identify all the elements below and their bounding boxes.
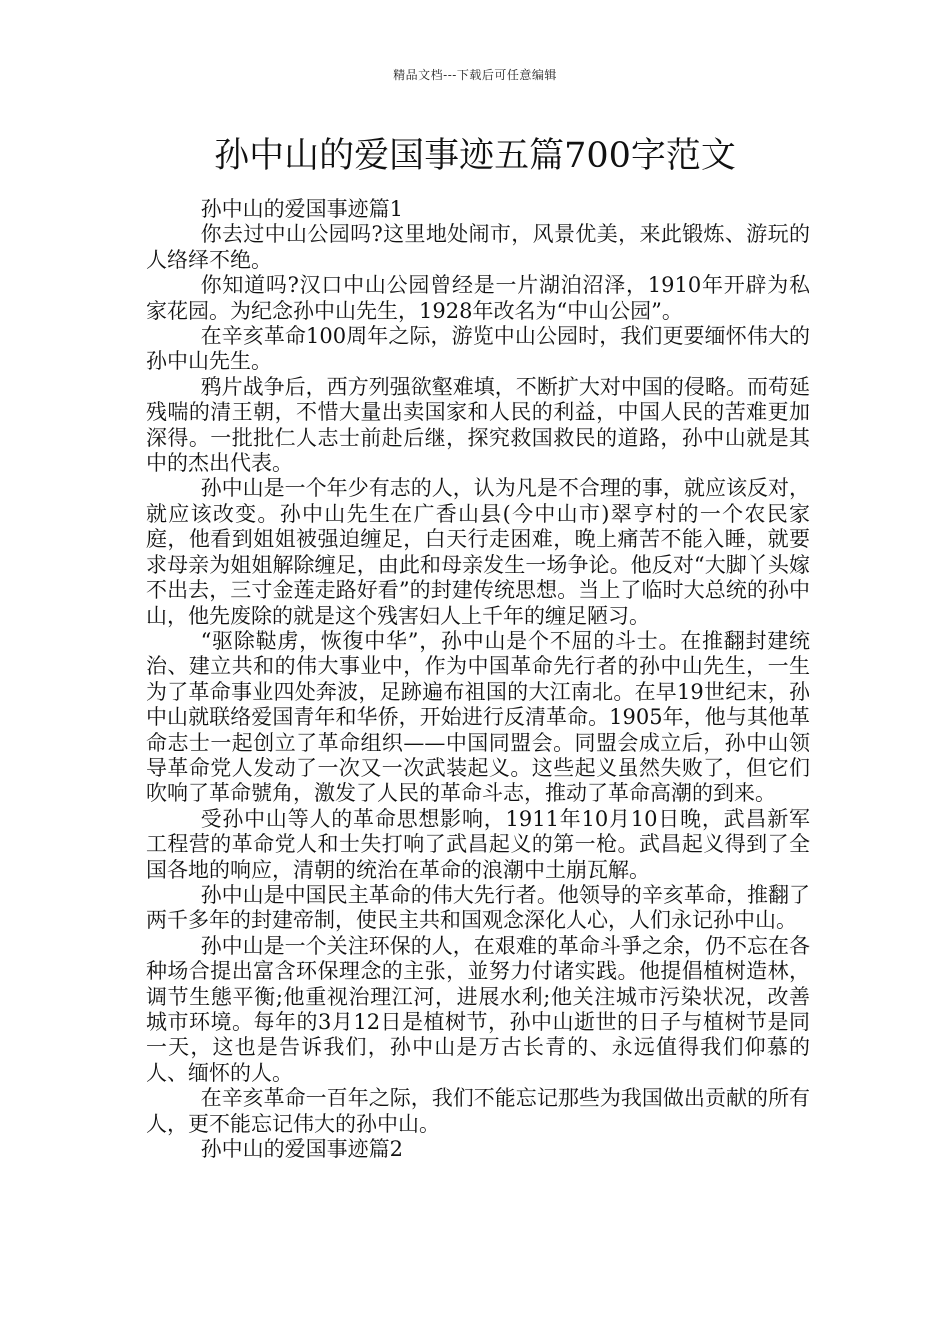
document-body — [146, 197, 810, 1162]
paragraph: “驱除鞑虏，恢復中华”，孙中山是个不屈的斗士。在推翻封建统治、建立共和的伟大事业中，作为中国革命先行者的孙中山先生，一生为了革命事业四处奔波，足跡遍布祖国的大江南北。在早19世纪末，孙中山就联络爱国青年和华侨，开始进行反清革命。1905年，他与其他革命志士一起创立了革命组织——中国同盟会。同盟会成立后，孙中山领导革命党人发动了一次又一次武装起义。这些起义虽然失败了，但它们吹响了革命號角，激发了人民的革命斗志，推动了革命高潮的到来。 — [146, 628, 810, 806]
section-heading-1: 孙中山的爱国事迹篇1 — [200, 197, 403, 221]
header-note: 精品文档---下载后可任意编辑 — [393, 68, 557, 82]
document-title: 孙中山的爱国事迹五篇700字范文 — [214, 136, 736, 176]
paragraph: 鸦片战争后，西方列强欲壑难填，不断扩大对中国的侵略。而苟延残喘的清王朝，不惜大量出卖国家和人民的利益，中国人民的苦难更加深得。一批批仁人志士前赴后继，探究救国救民的道路，孙中山就是其中的杰出代表。 — [146, 374, 810, 476]
paragraph: 在辛亥革命一百年之际，我们不能忘记那些为我国做出贡献的所有人，更不能忘记伟大的孙中山。 — [146, 1086, 810, 1136]
paragraph: 受孙中山等人的革命思想影响，1911年10月10日晚，武昌新军工程营的革命党人和士失打响了武昌起义的第一枪。武昌起义得到了全国各地的响应，清朝的统治在革命的浪潮中土崩瓦解。 — [146, 806, 810, 882]
paragraph: 孙中山是中国民主革命的伟大先行者。他领导的辛亥革命，推翻了两千多年的封建帝制，使民主共和国观念深化人心，人们永记孙中山。 — [146, 882, 810, 933]
paragraph: 你知道吗?汉口中山公园曾经是一片湖泊沼泽，1910年开辟为私家花园。为纪念孙中山先生，1928年改名为“中山公园”。 — [146, 273, 810, 323]
paragraph: 你去过中山公园吗?这里地处闹市，风景优美，来此锻炼、游玩的人络绎不绝。 — [146, 222, 810, 272]
section-heading-2: 孙中山的爱国事迹篇2 — [200, 1137, 403, 1162]
paragraph: 孙中山是一个年少有志的人，认为凡是不合理的事，就应该反对，就应该改变。孙中山先生在广香山县(今中山市)翠亨村的一个农民家庭，他看到姐姐被强迫缠足，白天行走困难，晚上痛苦不能入睡，就要求母亲为姐姐解除缠足，由此和母亲发生一场争论。他反对“大脚丫头嫁不出去，三寸金莲走路好看”的封建传统思想。当上了临时大总统的孙中山，他先废除的就是这个残害妇人上千年的缠足陋习。 — [146, 476, 810, 628]
paragraph: 在辛亥革命100周年之际，游览中山公园时，我们更要缅怀伟大的孙中山先生。 — [146, 324, 810, 374]
paragraph: 孙中山是一个关注环保的人，在艰难的革命斗爭之余，仍不忘在各种场合提出富含环保理念的主张，並努力付诸实践。他提倡植树造林，调节生態平衡;他重视治理江河，进展水利;他关注城市污染状况，改善城市环境。每年的3月12日是植树节，孙中山逝世的日子与植树节是同一天，这也是告诉我们，孙中山是万古长青的、永远值得我们仰慕的人、缅怀的人。 — [146, 933, 810, 1085]
